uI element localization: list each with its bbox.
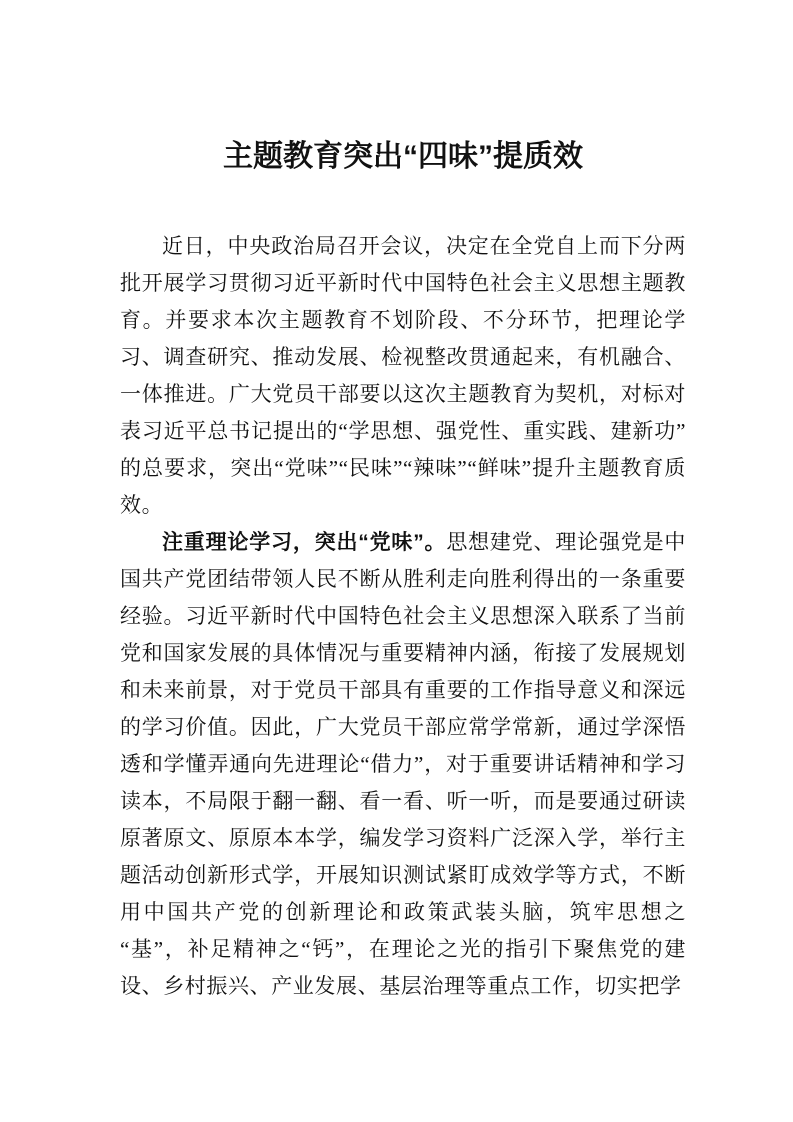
paragraph-intro [120, 228, 686, 524]
document-title: 主题教育突出“四味”提质效 [223, 140, 583, 173]
paragraph-intro-text: 近日，中央政治局召开会议，决定在全党自上而下分两批开展学习贯彻习近平新时代中国特色社会主义思想主题教育。并要求本次主题教育不划阶段、不分环节，把理论学习、调查研究、推动发展、检视整改贯通起来，有机融合、一体推进。广大党员干部要以这次主题教育为契机，对标对表习近平总书记提出的“学思想、强党性、重实践、建新功”的总要求，突出“党味”“民味”“辣味”“鲜味”提升主题教育质效。 [120, 234, 686, 517]
paragraph-theory-study [120, 524, 686, 1005]
document-body [120, 228, 686, 1005]
paragraph-theory-study-text: 思想建党、理论强党是中国共产党团结带领人民不断从胜利走向胜利得出的一条重要经验。习近平新时代中国特色社会主义思想深入联系了当前党和国家发展的具体情况与重要精神内涵，衔接了发展规划和未来前景，对于党员干部具有重要的工作指导意义和深远的学习价值。因此，广大党员干部应常学常新，通过学深悟透和学懂弄通向先进理论“借力”，对于重要讲话精神和学习读本，不局限于翻一翻、看一看、听一听，而是要通过研读原著原文、原原本本学，编发学习资料广泛深入学，举行主题活动创新形式学，开展知识测试紧盯成效学等方式，不断用中国共产党的创新理论和政策武装头脑，筑牢思想之“基”，补足精神之“钙”，在理论之光的指引下聚焦党的建设、乡村振兴、产业发展、基层治理等重点工作，切实把学 [120, 530, 686, 998]
paragraph-theory-study-lead: 注重理论学习，突出“党味”。 [162, 531, 447, 554]
